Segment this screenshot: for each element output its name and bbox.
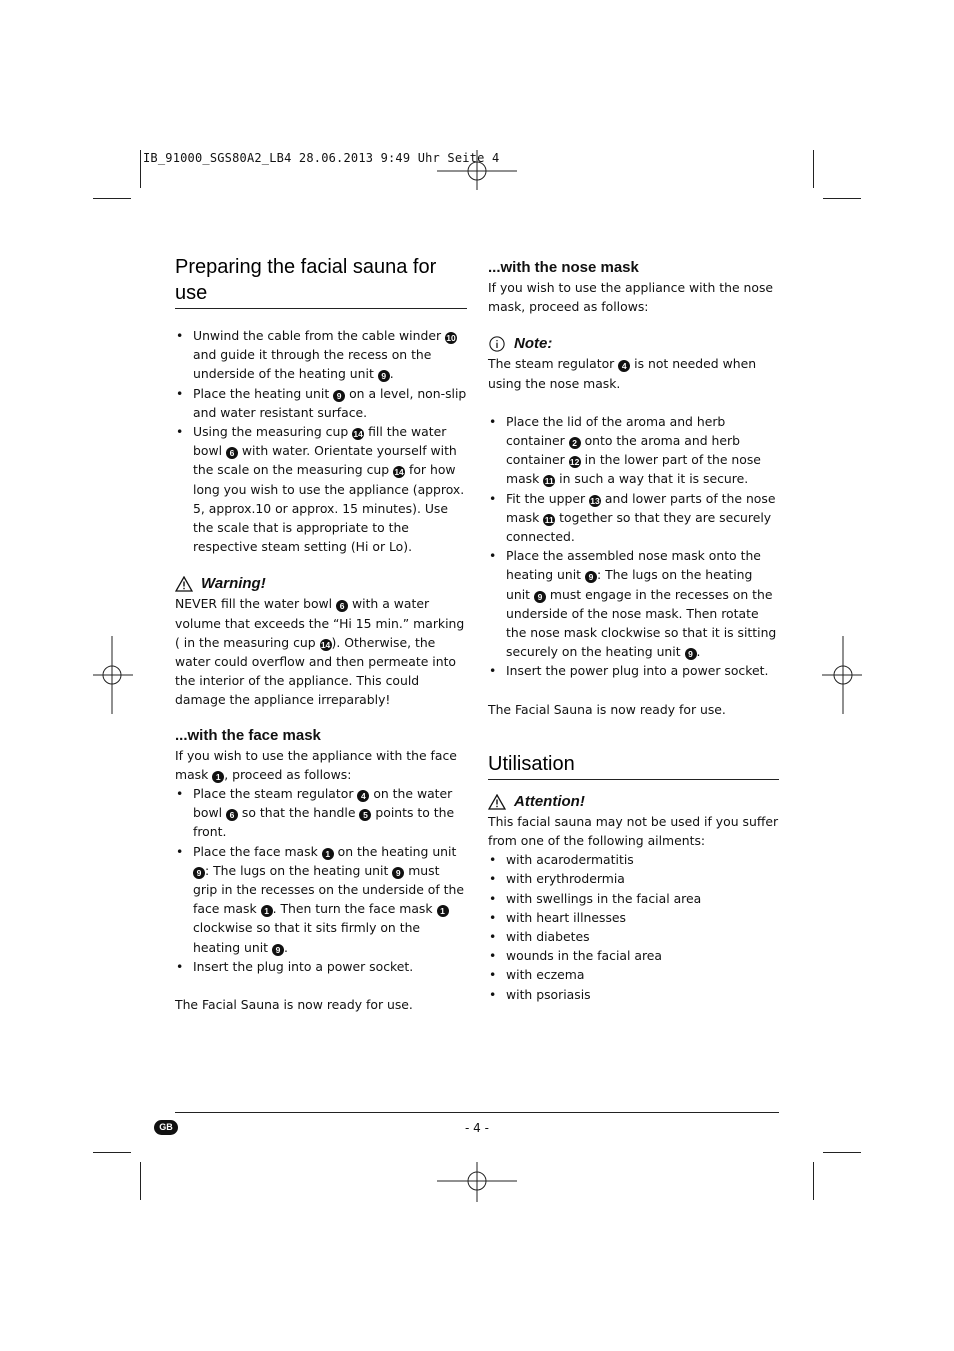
list-item	[175, 842, 467, 957]
registration-mark-bottom	[437, 1162, 517, 1202]
text-run: . Then turn the face mask	[272, 901, 437, 917]
nose-mask-list	[488, 412, 779, 681]
text-run: .	[283, 939, 288, 955]
nose-mask-heading: ...with the nose mask	[488, 259, 639, 276]
list-item	[175, 384, 467, 422]
list-item: • with swellings in the facial area	[488, 889, 779, 908]
text-run: points to the front.	[193, 805, 455, 840]
prep-list	[175, 326, 467, 556]
warning-title: Warning!	[201, 575, 266, 593]
crop-mark	[823, 1152, 861, 1153]
print-slug: IB_91000_SGS80A2_LB4 28.06.2013 9:49 Uhr Seite 4	[143, 151, 500, 165]
list-item	[488, 412, 779, 489]
warning-text	[175, 594, 467, 709]
part-number-badge: 9	[392, 867, 404, 879]
text-run: and guide it through the recess on the underside of the heating unit	[193, 347, 432, 382]
part-number-badge: 14	[394, 467, 404, 478]
text-run: with a water volume that exceeds the “Hi 15 min.” marking ( in the measuring cup	[175, 596, 465, 650]
ailments-list	[488, 850, 779, 1004]
face-mask-intro	[175, 746, 467, 784]
nose-mask-intro: If you wish to use the appliance with the nose mask, proceed as follows:	[488, 280, 774, 315]
right-column	[488, 258, 779, 1004]
crop-mark	[813, 150, 814, 188]
part-number-badge: 4	[357, 790, 369, 802]
text-run: clockwise so that it sits firmly on the heating unit	[193, 920, 421, 955]
text-run: : The lugs on the heating unit	[506, 567, 753, 602]
text-run: must grip in the recesses on the underside of the face mask	[193, 862, 464, 917]
text-run: in the lower part of the nose mask	[506, 452, 761, 487]
list-item	[488, 546, 779, 661]
list-item	[488, 661, 779, 680]
part-number-badge: 13	[590, 495, 600, 506]
text-run: so that the handle	[237, 805, 360, 821]
info-icon	[488, 336, 506, 352]
part-number-badge: 9	[534, 591, 546, 603]
face-mask-list	[175, 784, 467, 976]
ready-text-right: The Facial Sauna is now ready for use.	[488, 701, 726, 717]
text-run: .	[696, 644, 701, 660]
registration-mark-left	[93, 636, 133, 714]
text-run: in such a way that it is secure.	[555, 471, 749, 487]
crop-mark	[140, 150, 141, 188]
text-run: NEVER fill the water bowl	[175, 596, 337, 612]
text-run: The steam regulator	[488, 356, 619, 372]
text-run: is not needed when using the nose mask.	[488, 356, 757, 391]
list-item: • with psoriasis	[488, 985, 779, 1004]
text-run: Using the measuring cup	[193, 424, 353, 440]
text-run: Place the face mask	[193, 843, 322, 859]
list-item: • with eczema	[488, 965, 779, 984]
text-run: on the water bowl	[193, 786, 453, 821]
attention-title: Attention!	[514, 792, 585, 810]
note-title: Note:	[514, 335, 553, 353]
part-number-badge: 11	[544, 514, 554, 525]
registration-mark-right	[822, 636, 862, 714]
text-run: Fit the upper	[506, 490, 589, 506]
face-mask-heading: ...with the face mask	[175, 726, 321, 744]
part-number-badge: 9	[333, 390, 345, 402]
warning-heading	[175, 574, 467, 594]
text-run: If you wish to use the appliance with the face mask	[175, 747, 457, 782]
list-item: • with acarodermatitis	[488, 850, 779, 869]
part-number-badge: 4	[618, 360, 630, 372]
list-item: • with heart illnesses	[488, 908, 779, 927]
part-number-badge: 5	[359, 809, 371, 821]
text-run: Insert the power plug into a power socket.	[506, 663, 769, 679]
list-item	[175, 784, 467, 842]
part-number-badge: 6	[226, 447, 238, 459]
text-run: with water. Orientate yourself with the scale on the measuring cup	[193, 443, 457, 478]
text-run: Place the steam regulator	[193, 786, 358, 802]
text-run: Insert the plug into a power socket.	[193, 958, 414, 974]
text-run: on the heating unit	[333, 843, 457, 859]
text-run: must engage in the recesses on the underside of the nose mask. Then rotate the nose mask clockwise so that it is sitting securely on the heating unit	[506, 586, 777, 660]
part-number-badge: 11	[544, 476, 554, 487]
list-item	[175, 422, 467, 556]
part-number-badge: 1	[261, 905, 273, 917]
section-title-utilisation: Utilisation	[488, 751, 779, 780]
text-run: on a level, non-slip and water resistant surface.	[193, 385, 467, 420]
part-number-badge: 9	[685, 648, 697, 660]
text-run: Place the heating unit	[193, 385, 334, 401]
text-run: ). Otherwise, the water could overflow and then permeate into the interior of the appliance. This could damage the appliance irreparably!	[175, 634, 457, 708]
page-number: - 4 -	[465, 1121, 489, 1135]
ready-text-left: The Facial Sauna is now ready for use.	[175, 997, 413, 1013]
part-number-badge: 1	[437, 905, 449, 917]
part-number-badge: 6	[336, 600, 348, 612]
part-number-badge: 1	[322, 848, 334, 860]
part-number-badge: 9	[378, 370, 390, 382]
crop-mark	[823, 198, 861, 199]
part-number-badge: 10	[446, 333, 456, 343]
footer-rule	[175, 1112, 779, 1113]
part-number-badge: 1	[212, 771, 224, 783]
part-number-badge: 14	[353, 429, 363, 440]
left-column	[175, 254, 467, 1014]
part-number-badge: 9	[585, 571, 597, 583]
section-title-preparing: Preparing the facial sauna for use	[175, 254, 467, 309]
list-item	[175, 957, 467, 976]
list-item	[175, 326, 467, 384]
text-run: .	[389, 366, 394, 382]
note-heading	[488, 334, 779, 354]
part-number-badge: 6	[226, 809, 238, 821]
list-item: • with erythrodermia	[488, 869, 779, 888]
crop-mark	[140, 1162, 141, 1200]
crop-mark	[93, 1152, 131, 1153]
list-item	[488, 489, 779, 547]
text-run: Place the lid of the aroma and herb container	[506, 413, 726, 449]
text-run: together so that they are securely connected.	[506, 509, 772, 545]
text-run: Place the assembled nose mask onto the heating unit	[506, 548, 761, 583]
attention-text: This facial sauna may not be used if you suffer from one of the following ailments:	[488, 813, 779, 849]
list-item: • with diabetes	[488, 927, 779, 946]
list-item: • wounds in the facial area	[488, 946, 779, 965]
warning-icon	[175, 576, 193, 592]
part-number-badge: 2	[569, 437, 581, 449]
text-run: : The lugs on the heating unit	[205, 862, 393, 878]
warning-icon	[488, 794, 506, 810]
text-run: Unwind the cable from the cable winder	[193, 328, 445, 343]
crop-mark	[813, 1162, 814, 1200]
text-run: for how long you wish to use the appliance (approx. 5, approx.10 or approx. 15 minutes). Use the scale that is appropriate to the respective steam setting (Hi or Lo).	[193, 462, 465, 555]
part-number-badge: 9	[193, 867, 205, 879]
attention-heading	[488, 792, 779, 812]
part-number-badge: 12	[569, 457, 580, 468]
text-run: , proceed as follows:	[224, 766, 352, 782]
part-number-badge: 14	[320, 639, 331, 650]
language-badge: GB	[154, 1120, 178, 1135]
text-run: and lower parts of the nose mask	[506, 490, 776, 525]
note-text	[488, 354, 779, 392]
text-run: onto the aroma and herb container	[506, 433, 740, 468]
part-number-badge: 9	[272, 944, 284, 956]
crop-mark	[93, 198, 131, 199]
text-run: fill the water bowl	[193, 424, 447, 459]
